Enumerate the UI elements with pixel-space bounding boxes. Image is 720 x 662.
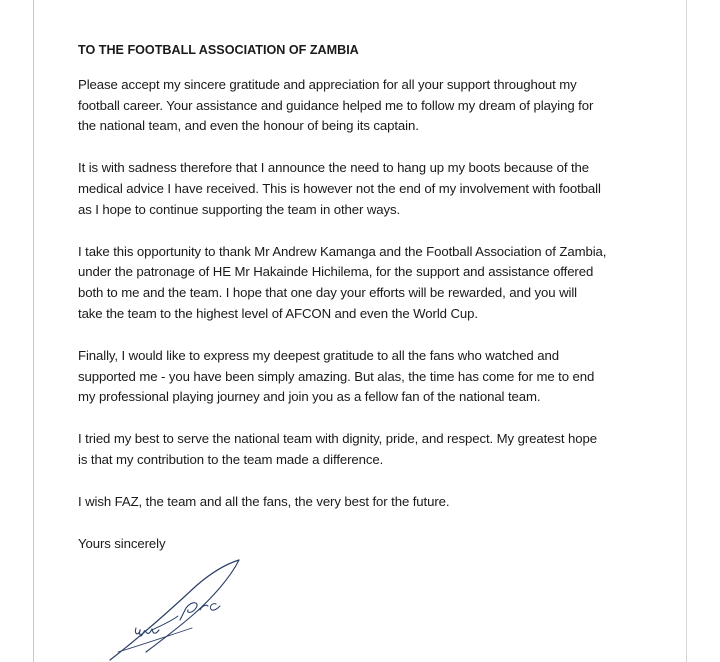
paragraph-service (78, 429, 678, 471)
text-line: I take this opportunity to thank Mr Andrew Kamanga and the Football Association of Zambia, (78, 243, 607, 259)
page-border-left (33, 0, 34, 662)
text-line: as I hope to continue supporting the team in other ways. (78, 201, 401, 217)
text-line: both to me and the team. I hope that one day your efforts will be rewarded, and you will (78, 285, 577, 301)
text-line: Finally, I would like to express my deepest gratitude to all the fans who watched and (78, 347, 559, 363)
letter-heading: TO THE FOOTBALL ASSOCIATION OF ZAMBIA (78, 43, 359, 57)
text-line: the national team, and even the honour of being its captain. (78, 118, 419, 134)
closing-salutation: Yours sincerely (78, 535, 166, 551)
text-line: medical advice I have received. This is however not the end of my involvement with football (78, 180, 601, 196)
text-line: under the patronage of HE Mr Hakainde Hichilema, for the support and assistance offered (78, 264, 594, 280)
text-line: I wish FAZ, the team and all the fans, the very best for the future. (78, 493, 450, 509)
text-line: football career. Your assistance and guidance helped me to follow my dream of playing for (78, 97, 594, 113)
paragraph-wishes (78, 492, 678, 513)
text-line: supported me - you have been simply amazing. But alas, the time has come for me to end (78, 368, 595, 384)
text-line: I tried my best to serve the national team with dignity, pride, and respect. My greatest hope (78, 431, 597, 447)
paragraph-gratitude (78, 75, 678, 137)
paragraph-fans (78, 346, 678, 408)
text-line: take the team to the highest level of AFCON and even the World Cup. (78, 305, 478, 321)
text-line: my professional playing journey and join you as a fellow fan of the national team. (78, 389, 541, 405)
letter-body (78, 40, 678, 554)
paragraph-thanks-faz (78, 242, 678, 325)
paragraph-retirement (78, 158, 678, 220)
text-line: is that my contribution to the team made a difference. (78, 451, 384, 467)
text-line: It is with sadness therefore that I announce the need to hang up my boots because of the (78, 160, 589, 176)
page-border-right (686, 0, 687, 662)
text-line: Please accept my sincere gratitude and appreciation for all your support throughout my (78, 76, 577, 92)
handwritten-signature (108, 556, 248, 662)
